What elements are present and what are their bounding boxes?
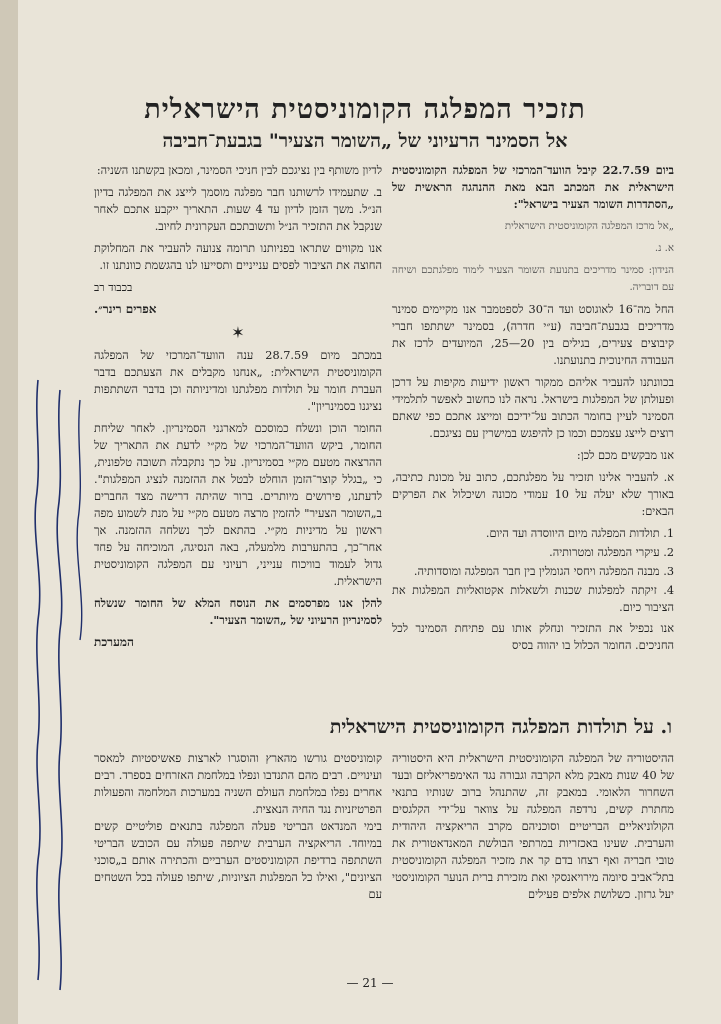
letter-paragraph: אנו נכפיל את התזכיר ונחלק אותו עם פתיחת הסמינר לכל החניכים. החומר הכלול בו יהווה בסיס xyxy=(392,622,674,652)
letter-paragraph: אנו מבקשים מכם לכן: xyxy=(576,449,674,462)
letter-salutation: א. נ. xyxy=(654,243,674,254)
column-left-bottom xyxy=(94,750,382,908)
history-paragraph: ההיסטוריה של המפלגה הקומוניסטית הישראלית היא היסטוריה של 40 שנות מאבק מלא הקרבה וגבורה נגד האימפריאליזם ובעד השחרור הלאומי. במאבק זה, שהתנהל ברוב שנותיו בתנאי מחתרת קשים, נרדפה המפלגה על צוואר על־ידי הקלגסים הקולוניאליים הבריטיים וסוכניהם מקרב הריאקציה היהודית והערבית. שעינו באכזריות במרתפי הבולשת המאנדאטורית את טובי חבריה ואף רצחו בדם קר את מזכיר המפלגה הקומוניסטית בתל־אביב סיומה מירויאנסקי ואת מזכירת ברית הנוער הקומוניסטי יעל גרזון. כשלושת אלפים פעילים xyxy=(392,752,674,901)
page-title: תזכיר המפלגה הקומוניסטית הישראלית xyxy=(144,94,586,125)
letter-paragraph: א. להעביר אלינו תזכיר על מפלגתכם, כתוב על מכונת כתיבה, באורך שלא יעלה על 10 עמודי מכונה ושיכלול את הפרקים הבאים: xyxy=(392,471,675,518)
list-item: 4. זיקתה למפלגות שכנות ולשאלות אקטואליות המפלגות את הציבור כיום. xyxy=(392,584,674,614)
letter-paragraph: החל מה־16 לאוגוסט ועד ה־30 לספטמבר אנו מקיימים סמינר מדריכים בגבעת־חביבה (ע״י חדרה), בסמינר ישתתפו חברי קיבוצים צעירים, בגילים בין 20—25, המיועדים לרכז את העבודה החינוכית בתנועתנו. xyxy=(392,303,674,367)
letter-address: „אל מרכז המפלגה הקומוניסטית הישראלית xyxy=(504,221,674,232)
list-item: 3. מבנה המפלגה ויחסי הגומלין בין חבר המפלגה ומוסדותיה. xyxy=(413,565,674,578)
page-subtitle: אל הסמינר הרעיוני של „השומר הצעיר" בגבעת־חביבה xyxy=(162,130,568,152)
column-right-top xyxy=(392,162,674,659)
letter-paragraph: לדיון משותף בין נציגכם לבין חניכי הסמינר, ומכאן בקשתנו השניה: xyxy=(96,164,382,177)
letter-paragraph: בכוונתנו להעביר אליהם ממקור ראשון ידיעות מקיפות על דרכן ופעולתן של המפלגות בישראל. נראה לנו כחשוב לאפשר לתלמידי הסמינר לעיין בחומר הכתוב על־ידיכם ומייצג אתכם כפי שאתם רוצים לייצג עצמכם וכמו כן להיפגש במישרין עם נציגכם. xyxy=(392,376,674,440)
column-left-top xyxy=(94,162,382,656)
column-right-bottom xyxy=(392,750,674,908)
letter-signature: אפרים רינר״. xyxy=(94,302,157,316)
handwriting-icon xyxy=(20,360,94,1000)
reply-paragraph: החומר הוכן ונשלח כמוסכם למארגני הסמינריון. לאחר שליחת החומר, ביקש הוועד־המרכזי של מק״י לדעת את התאריך של ההרצאה מטעם מק״י בסמינריון. על כך נתקבלה תשובה טלפונית, כי „בגלל קוצר־הזמן הוחלט לבטל את ההזמנה לנציג המפלגות". לדעתנו, פירושים מיותרים. ברור שהיתה דרישה מצד החברים ב„השומר הצעיר" להזמין מרצה מטעם מק״י על מנת לשמוע מפה ראשון על מדיניות מק״י. בהתאם לכך נשלחה ההזמנה. אך אחר־כך, בהתערבות מלמעלה, באה הנסיגה, המוכיחה על פחד גדול לעמוד בוויכוח ענייני, רעיוני עם המפלגה הקומוניסטית הישראלית. xyxy=(94,422,382,588)
letter-subject: הנידון: סמינר מדריכים בתנועת השומר הצעיר לימוד מפלגתכם ושיחה עם דובריה. xyxy=(392,265,674,293)
letter-intro: ביום 22.7.59 קיבל הוועד־המרכזי של המפלגה הקומוניסטית הישראלית את המכתב הבא מאת ההנהגה הראשית של „הסתדרות השומר הצעיר בישראל": xyxy=(392,163,674,211)
letter-closing: בכבוד רב xyxy=(94,281,133,294)
reply-paragraph: במכתב מיום 28.7.59 ענה הוועד־המרכזי של המפלגה הקומוניסטית הישראלית: „אנחנו מקבלים את הצעתכם בדבר העברת חומר על תולדות מפלגתנו ומדיניותה וכן בדבר השתתפות נציגנו בסמינריון". xyxy=(94,349,382,413)
chapter-list xyxy=(392,525,674,616)
letter-paragraph: ב. שתעמידו לרשותנו חבר מפלגה מוסמך לייצג את המפלגה בדיון הנ״ל. משך הזמן לדיון עד 4 שעות. התאריך ייקבע אתכם לאחר שנקבל את התזכיר הנ״ל ותשובתכם העקרונית לחיוב. xyxy=(94,186,382,233)
handwritten-annotation xyxy=(20,360,94,1000)
list-item: 1. תולדות המפלגה מיום היווסדה ועד היום. xyxy=(485,527,674,540)
separator-star-icon: ✶ xyxy=(231,323,245,342)
page-edge xyxy=(0,0,18,1024)
history-paragraph: קומוניסטים גורשו מהארץ והוסגרו לארצות פאשיסטיות למאסר ועינויים. רבים מהם התנדבו ונפלו במלחמת האזרחים בספרד. רבים אחרים נפלו במלחמת העולם השניה במערכות המלחמה והפעולות הפרטיזניות נגד החיה הנאצית. בימי המנדאט הבריטי פעלה המפלגה בתנאים פוליטיים קשים במיוחד. הריאקציה הערבית שיתפה פעולה עם הכובש הבריטי השתתפה ברדיפת הקומוניסטים הערביים והכתירה אותם ב„סוכני הציונים", ואילו כל המפלגות הציוניות, שיתפו פעולה בכל השטחים עם xyxy=(94,752,382,901)
page-number: — 21 — xyxy=(346,976,394,990)
editorial-signature: המערכת xyxy=(94,635,134,649)
reply-paragraph: להלן אנו מפרסמים את הנוסח המלא של החומר שנשלח לסמינריון הרעיוני של „השומר הצעיר". xyxy=(94,596,382,627)
list-item: 2. עיקרי המפלגה ומטרותיה. xyxy=(549,546,674,559)
section-heading: ו. על תולדות המפלגה הקומוניסטית הישראלית xyxy=(329,716,672,738)
letter-paragraph: אנו מקווים שתראו בפניותנו תרומה צנועה להעביר את המחלוקת החוצה את הציבור לפסים ענייניים ותסייעו לנו בהגשמת כוונתנו זו. xyxy=(94,242,382,272)
